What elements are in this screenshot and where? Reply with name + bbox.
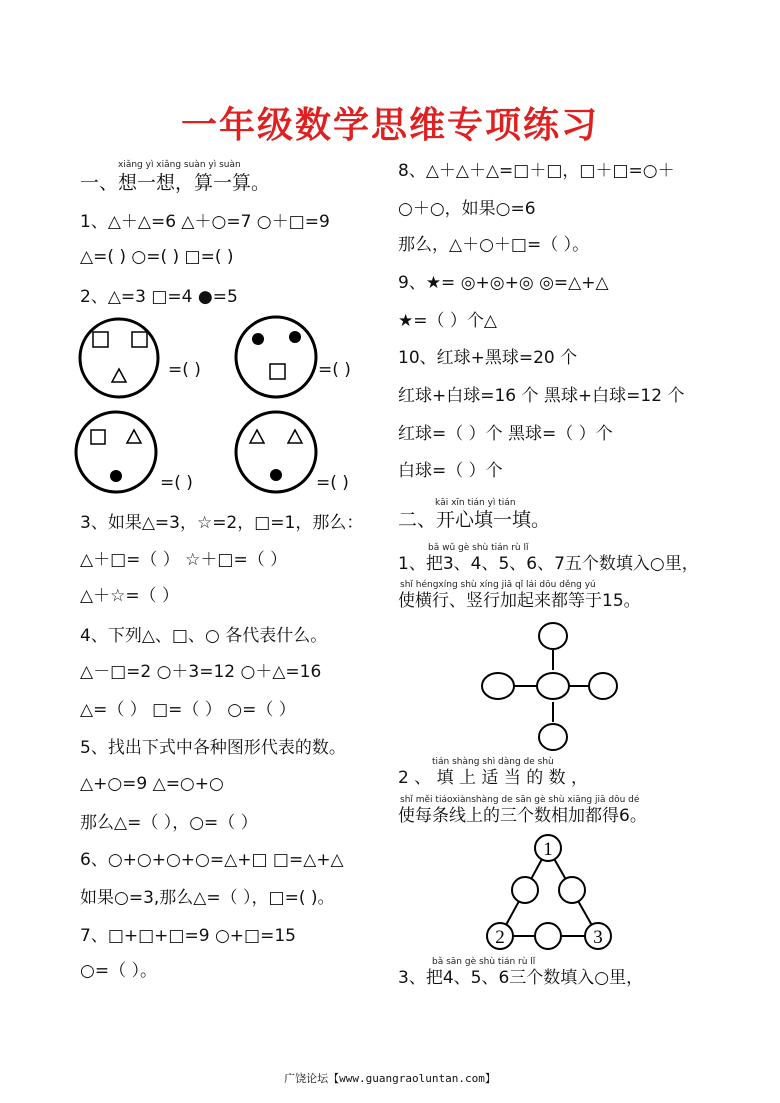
- face-2: [234, 315, 318, 399]
- face-2-blank: =( ): [318, 360, 351, 380]
- given-number: 2: [495, 927, 505, 948]
- q9-line2: ★=（ ）个△: [398, 311, 497, 331]
- q10-line3: 红球=（ ）个 黑球=（ ）个: [398, 424, 613, 444]
- q2-line1: 2、△=3 □=4 ●=5: [80, 287, 238, 307]
- cross-diagram: [478, 620, 608, 752]
- circle-icon: [482, 673, 514, 699]
- p1-line2: 使横行、竖行加起来都等于15。: [398, 591, 641, 611]
- q1-line1: 1、△＋△=6 △＋○=7 ○＋□=9: [80, 212, 330, 232]
- face-3-blank: =( ): [160, 473, 193, 493]
- p2-pinyin1: tián shàng shì dàng de shù: [432, 757, 554, 767]
- q4-line3: △=（ ） □=（ ） ○=（ ）: [80, 700, 296, 720]
- circle-icon: [589, 673, 617, 699]
- section2-pinyin: kāi xīn tián yì tián: [435, 498, 516, 508]
- dot-icon: [289, 331, 301, 343]
- p3-pinyin1: bǎ sān gè shù tián rù lǐ: [432, 957, 536, 967]
- q1-line2: △=( ) ○=( ) □=( ): [80, 247, 234, 267]
- circle-icon: [539, 623, 567, 649]
- triangle-icon: [112, 369, 126, 382]
- face-4: [234, 410, 318, 494]
- q7-line2: ○=（ ）。: [80, 961, 157, 981]
- q7-line1: 7、□+□+□=9 ○+□=15: [80, 926, 296, 946]
- q10-line4: 白球=（ ）个: [398, 461, 503, 481]
- q8-line3: 那么，△＋○＋□=（ ）。: [398, 235, 590, 255]
- q4-line1: 4、下列△、□、○ 各代表什么。: [80, 626, 328, 646]
- p1-line1: 1、把3、4、5、6、7五个数填入○里，: [398, 554, 699, 574]
- q8-line2: ○＋○，如果○=6: [398, 199, 536, 219]
- q3-line1: 3、如果△=3，☆=2，□=1，那么：: [80, 513, 364, 533]
- q3-line2: △＋□=（ ） ☆＋□=（ ）: [80, 550, 288, 570]
- p1-pinyin1: bǎ wǔ gè shù tián rù lǐ: [428, 543, 529, 553]
- dot-icon: [270, 469, 282, 481]
- circle-icon: [559, 877, 585, 903]
- footer: 广饶论坛【www.guangraoluntan.com】: [284, 1072, 496, 1085]
- section1-pinyin: xiǎng yì xiǎng suàn yì suàn: [118, 160, 241, 170]
- p2-line1: 2 、 填 上 适 当 的 数 ，: [398, 768, 589, 788]
- triangle-icon: [127, 430, 141, 443]
- face-3: [74, 410, 158, 494]
- q10-line1: 10、红球+黑球=20 个: [398, 348, 578, 368]
- square-icon: [132, 332, 147, 347]
- q6-line2: 如果○=3,那么△=（ ），□=( )。: [80, 888, 335, 908]
- square-icon: [91, 430, 105, 444]
- q9-line1: 9、★= ◎+◎+◎ ◎=△+△: [398, 273, 609, 293]
- face-1: [78, 317, 162, 401]
- dot-icon: [110, 470, 122, 482]
- page-title: 一年级数学思维专项练习: [180, 105, 599, 146]
- circle-icon: [539, 724, 567, 750]
- dot-icon: [252, 333, 264, 345]
- triangle-icon: [288, 430, 302, 443]
- q10-line2: 红球+白球=16 个 黑球+白球=12 个: [398, 386, 685, 406]
- q4-line2: △－□=2 ○＋3=12 ○＋△=16: [80, 662, 322, 682]
- face-1-blank: =( ): [168, 360, 201, 380]
- q5-line1: 5、找出下式中各种图形代表的数。: [80, 738, 346, 758]
- square-icon: [93, 332, 108, 347]
- circle-icon: [512, 877, 538, 903]
- q5-line2: △+○=9 △=○+○: [80, 774, 224, 794]
- p3-line1: 3、把4、5、6三个数填入○里，: [398, 968, 644, 988]
- section2-heading: 二、开心填一填。: [398, 509, 551, 531]
- triangle-diagram: [486, 832, 614, 956]
- p2-pinyin2: shǐ měi tiáoxiànshàng de sān gè shù xiāng jiā dōu dé: [400, 795, 640, 805]
- q8-line1: 8、△＋△＋△=□＋□，□＋□=○＋: [398, 161, 675, 181]
- given-number: 1: [543, 839, 553, 860]
- circle-icon: [537, 673, 569, 699]
- p2-line2: 使每条线上的三个数相加都得6。: [398, 806, 647, 826]
- section1-heading: 一、想一想，算一算。: [80, 172, 271, 194]
- q3-line3: △＋☆=（ ）: [80, 586, 179, 606]
- q5-line3: 那么△=（ ），○=（ ）: [80, 813, 258, 833]
- triangle-icon: [250, 430, 264, 443]
- circle-icon: [535, 923, 561, 949]
- given-number: 3: [593, 927, 603, 948]
- square-icon: [270, 364, 285, 379]
- p1-pinyin2: shǐ héngxíng shù xíng jiā qǐ lái dōu děng yú: [400, 580, 596, 590]
- q6-line1: 6、○+○+○+○=△+□ □=△+△: [80, 850, 344, 870]
- face-4-blank: =( ): [316, 473, 349, 493]
